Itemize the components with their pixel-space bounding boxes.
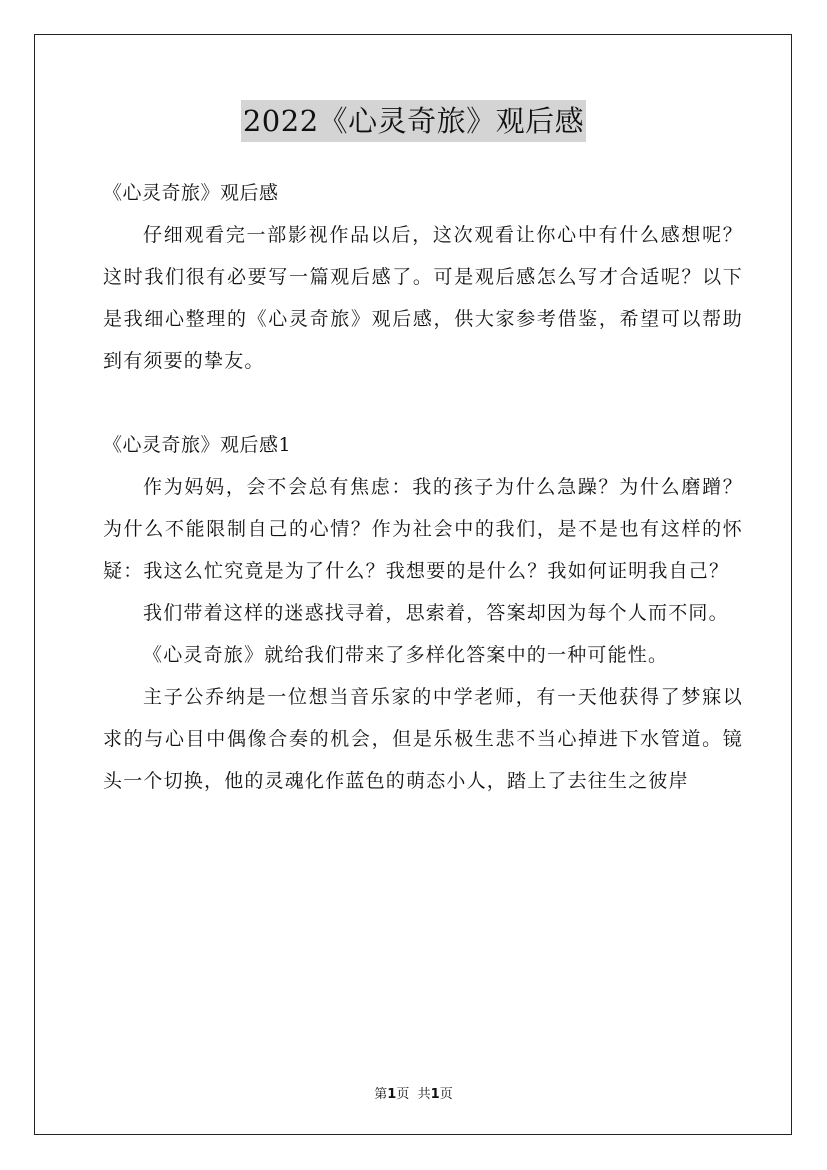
footer-page-suffix: 页 — [396, 1087, 410, 1102]
section1-paragraph: 作为妈妈，会不会总有焦虑：我的孩子为什么急躁？为什么磨蹭？为什么不能限制自己的心情？作为社会中的我们，是不是也有这样的怀疑：我这么忙究竟是为了什么？我想要的是什么？我如何证明我自己？ — [103, 476, 743, 582]
section1-paragraph: 我们带着这样的迷惑找寻着，思索着，答案却因为每个人而不同。 — [143, 602, 729, 624]
footer-page-number: 1 — [387, 1087, 397, 1102]
footer-total-number: 1 — [430, 1087, 440, 1102]
section1-heading: 《心灵奇旅》观后感1 — [103, 434, 292, 456]
document-title: 2022《心灵奇旅》观后感 — [241, 100, 586, 142]
section1-paragraph: 《心灵奇旅》就给我们带来了多样化答案中的一种可能性。 — [143, 644, 669, 666]
page-footer — [0, 1083, 827, 1102]
footer-total-prefix: 共 — [417, 1087, 431, 1102]
document-title-container — [0, 100, 827, 142]
footer-page-prefix: 第 — [374, 1087, 388, 1102]
paragraph-spacer — [103, 382, 743, 424]
footer-total-suffix: 页 — [439, 1087, 453, 1102]
intro-heading: 《心灵奇旅》观后感 — [103, 182, 279, 204]
intro-paragraph: 仔细观看完一部影视作品以后，这次观看让你心中有什么感想呢？这时我们很有必要写一篇观后感了。可是观后感怎么写才合适呢？以下是我细心整理的《心灵奇旅》观后感，供大家参考借鉴，希望可以帮助到有须要的挚友。 — [103, 224, 743, 372]
document-body — [103, 172, 743, 802]
section1-paragraph: 主子公乔纳是一位想当音乐家的中学老师，有一天他获得了梦寐以求的与心目中偶像合奏的机会，但是乐极生悲不当心掉进下水管道。镜头一个切换，他的灵魂化作蓝色的萌态小人，踏上了去往生之彼岸 — [103, 686, 743, 792]
